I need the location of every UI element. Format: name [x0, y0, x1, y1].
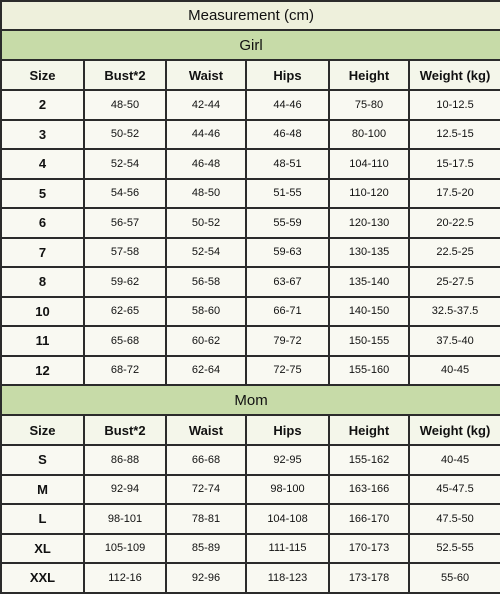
chart-title: Measurement (cm) [1, 1, 500, 30]
table-row [1, 297, 500, 327]
table-cell: 54-56 [84, 179, 166, 209]
table-cell: 66-71 [246, 297, 329, 327]
table-cell: 112-16 [84, 563, 166, 593]
table-cell: 98-100 [246, 475, 329, 505]
header-row [1, 415, 500, 445]
size-cell: 11 [1, 326, 84, 356]
table-cell: 135-140 [329, 267, 409, 297]
column-header: Height [329, 415, 409, 445]
table-cell: 105-109 [84, 534, 166, 564]
column-header: Size [1, 60, 84, 90]
table-cell: 92-94 [84, 475, 166, 505]
size-cell: 4 [1, 149, 84, 179]
table-cell: 104-110 [329, 149, 409, 179]
table-cell: 110-120 [329, 179, 409, 209]
column-header: Bust*2 [84, 415, 166, 445]
size-cell: XL [1, 534, 84, 564]
table-cell: 80-100 [329, 120, 409, 150]
table-cell: 46-48 [166, 149, 246, 179]
size-cell: 2 [1, 90, 84, 120]
table-cell: 163-166 [329, 475, 409, 505]
table-cell: 22.5-25 [409, 238, 500, 268]
column-header: Size [1, 415, 84, 445]
column-header: Waist [166, 415, 246, 445]
table-cell: 98-101 [84, 504, 166, 534]
table-row [1, 563, 500, 593]
size-cell: 10 [1, 297, 84, 327]
table-row [1, 179, 500, 209]
table-cell: 75-80 [329, 90, 409, 120]
table-cell: 52-54 [166, 238, 246, 268]
table-cell: 15-17.5 [409, 149, 500, 179]
table-cell: 59-62 [84, 267, 166, 297]
section-row [1, 385, 500, 415]
table-cell: 20-22.5 [409, 208, 500, 238]
table-cell: 48-50 [84, 90, 166, 120]
table-cell: 52-54 [84, 149, 166, 179]
table-row [1, 475, 500, 505]
table-cell: 86-88 [84, 445, 166, 475]
table-cell: 58-60 [166, 297, 246, 327]
header-row [1, 60, 500, 90]
table-cell: 17.5-20 [409, 179, 500, 209]
table-cell: 57-58 [84, 238, 166, 268]
column-header: Weight (kg) [409, 415, 500, 445]
table-cell: 111-115 [246, 534, 329, 564]
table-cell: 48-50 [166, 179, 246, 209]
table-cell: 68-72 [84, 356, 166, 386]
table-cell: 130-135 [329, 238, 409, 268]
table-row [1, 326, 500, 356]
table-cell: 55-60 [409, 563, 500, 593]
column-header: Hips [246, 415, 329, 445]
size-cell: S [1, 445, 84, 475]
table-cell: 72-75 [246, 356, 329, 386]
column-header: Waist [166, 60, 246, 90]
table-cell: 60-62 [166, 326, 246, 356]
table-cell: 12.5-15 [409, 120, 500, 150]
table-cell: 155-160 [329, 356, 409, 386]
table-cell: 48-51 [246, 149, 329, 179]
table-cell: 40-45 [409, 445, 500, 475]
table-cell: 79-72 [246, 326, 329, 356]
table-cell: 118-123 [246, 563, 329, 593]
table-cell: 47.5-50 [409, 504, 500, 534]
table-row [1, 267, 500, 297]
table-cell: 55-59 [246, 208, 329, 238]
table-cell: 66-68 [166, 445, 246, 475]
table-cell: 173-178 [329, 563, 409, 593]
table-row [1, 208, 500, 238]
table-cell: 51-55 [246, 179, 329, 209]
table-row [1, 120, 500, 150]
table-cell: 63-67 [246, 267, 329, 297]
table-cell: 150-155 [329, 326, 409, 356]
size-cell: 7 [1, 238, 84, 268]
table-cell: 56-57 [84, 208, 166, 238]
table-row [1, 356, 500, 386]
table-row [1, 238, 500, 268]
table-cell: 42-44 [166, 90, 246, 120]
size-cell: 5 [1, 179, 84, 209]
table-cell: 72-74 [166, 475, 246, 505]
size-cell: 6 [1, 208, 84, 238]
table-cell: 10-12.5 [409, 90, 500, 120]
column-header: Weight (kg) [409, 60, 500, 90]
size-cell: L [1, 504, 84, 534]
table-row [1, 445, 500, 475]
table-cell: 92-95 [246, 445, 329, 475]
section-title: Mom [1, 385, 500, 415]
table-cell: 92-96 [166, 563, 246, 593]
table-cell: 65-68 [84, 326, 166, 356]
table-cell: 120-130 [329, 208, 409, 238]
table-cell: 62-64 [166, 356, 246, 386]
table-cell: 32.5-37.5 [409, 297, 500, 327]
column-header: Bust*2 [84, 60, 166, 90]
section-title: Girl [1, 30, 500, 60]
size-cell: 8 [1, 267, 84, 297]
size-cell: 12 [1, 356, 84, 386]
table-cell: 62-65 [84, 297, 166, 327]
table-row [1, 504, 500, 534]
table-cell: 44-46 [166, 120, 246, 150]
table-cell: 40-45 [409, 356, 500, 386]
table-cell: 59-63 [246, 238, 329, 268]
table-row [1, 90, 500, 120]
table-cell: 45-47.5 [409, 475, 500, 505]
table-row [1, 534, 500, 564]
table-cell: 140-150 [329, 297, 409, 327]
table-cell: 37.5-40 [409, 326, 500, 356]
table-cell: 170-173 [329, 534, 409, 564]
table-cell: 85-89 [166, 534, 246, 564]
section-row [1, 30, 500, 60]
table-cell: 46-48 [246, 120, 329, 150]
table-cell: 56-58 [166, 267, 246, 297]
table-cell: 50-52 [84, 120, 166, 150]
size-cell: M [1, 475, 84, 505]
column-header: Hips [246, 60, 329, 90]
size-cell: XXL [1, 563, 84, 593]
table-cell: 155-162 [329, 445, 409, 475]
table-cell: 25-27.5 [409, 267, 500, 297]
table-cell: 50-52 [166, 208, 246, 238]
table-row [1, 149, 500, 179]
table-cell: 44-46 [246, 90, 329, 120]
size-cell: 3 [1, 120, 84, 150]
table-cell: 78-81 [166, 504, 246, 534]
table-cell: 166-170 [329, 504, 409, 534]
table-cell: 104-108 [246, 504, 329, 534]
column-header: Height [329, 60, 409, 90]
size-table-body [1, 1, 500, 593]
table-cell: 52.5-55 [409, 534, 500, 564]
